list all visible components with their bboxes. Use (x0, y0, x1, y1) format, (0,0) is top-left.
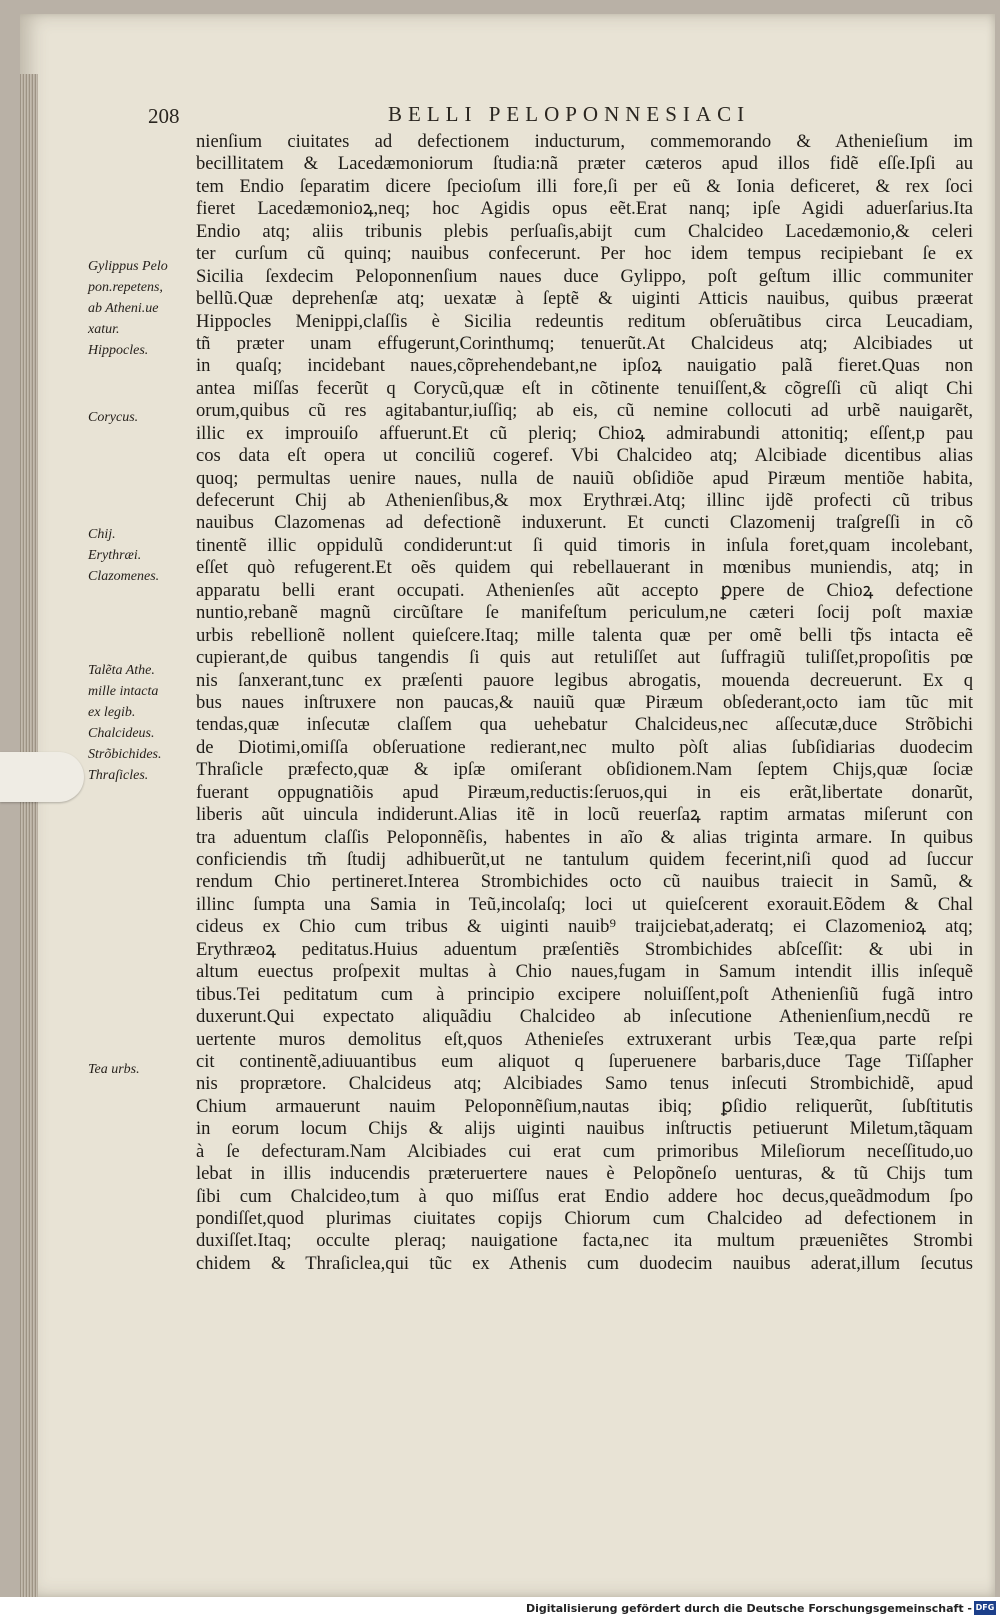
marginal-note-line: pon.repetens, (88, 280, 163, 295)
text-line: illinc ſumpta una Samia in Teũ,incolaſq; loci ut quieſcerent exorauit.Eõdem & Chal (196, 893, 973, 915)
text-line: tendas,quæ inſecutæ claſſem qua uehebatur Chalcideus,nec aſſecutæ,duce Strõbichi (196, 714, 973, 736)
text-line: nis ſanxerant,tunc ex præſenti pauore legibus abrogatis, mouenda decreuerunt. Ex q (196, 669, 973, 691)
text-line: defecerunt Chij ab Athenienſibus,& mox Erythræi.Atq; illinc ĳdẽ profecti cũ tribus (196, 490, 973, 511)
marginal-note-line: Chalcideus. (88, 726, 155, 741)
text-line: quoq; permultas uenire naues, nulla de nauiũ obſidiõe apud Piræum mentiõe habita, (196, 467, 973, 489)
marginal-note-line: mille intacta (88, 684, 159, 699)
bookmark-tab (0, 752, 84, 802)
text-line: tinentẽ illic oppidulũ condiderunt:ut ſi quid timoris in inſula foret,quam incolebant, (196, 534, 973, 556)
main-text-block (196, 131, 973, 1275)
text-line: de Diotimi,omiſſa obſeruatione redierant,nec multo pòſt alias ſubſidiarias duodecim (196, 736, 973, 758)
text-line: tibus.Tei peditatum cum à principio excipere noluiſſent,poſt Athenienſiũ fugã intro (196, 983, 973, 1005)
text-line: duxiſſet.Itaq; occulte pleraq; nauigatione facta,nec ita multum præueniẽtes Strombi (196, 1230, 973, 1252)
text-line: fieret Lacedæmonioꝝ,neq; hoc Agidis opus eẽt.Erat nanq; ipſe Agidi aduerſarius.Ita (196, 198, 973, 220)
marginal-note-line: ex legib. (88, 705, 136, 720)
text-line: nis proprætore. Chalcideus atq; Alcibiades Samo tenus inſecuti Strombichidẽ, apud (196, 1073, 973, 1095)
page-stack-edges (20, 74, 38, 1604)
folio-number: 208 (148, 104, 180, 128)
running-head: BELLI PELOPONNESIACI (388, 102, 751, 126)
text-line: conficiendis tm̃ ſtudij adhibuerũt,ut ne tantulum quidem fecerint,niſi quod ad ſuccur (196, 849, 973, 870)
text-line: chidem & Thraſiclea,qui tũc ex Athenis cum duodecim nauibus aderat,illum ſecutus (196, 1252, 973, 1274)
text-line: altum euectus proſpexit multas à Chio naues,fugam in Samum intendit illis inſequẽ (196, 961, 973, 983)
marginal-note-tea-urbs (88, 1059, 140, 1080)
text-line: à ſe defecturam.Nam Alcibiades cui erat cum primoribus Mileſiorum neceſſitudo,uo (196, 1140, 973, 1162)
digitization-footer (0, 1597, 1000, 1621)
text-line: nuntio,rebanẽ magnũ circũſtare ſe manifeſtum periculum,ne cæteri ſocij poſt maxiæ (196, 602, 973, 624)
text-line: lebat in illis inducendis præteruertere naues è Pelopõneſo uenturas, & tũ Chijs tum (196, 1163, 973, 1185)
marginal-note-line: Hippocles. (88, 343, 149, 358)
text-line: bus naues inſtruxere non paucas,& nauiũ quæ Piræum obſederant,octo iam tũc mit (196, 691, 973, 713)
text-line: ſibi cum Chalcideo,tum à quo miſſus erat Endio addere hoc decus,queãdmodum ſpo (196, 1185, 973, 1207)
text-line: uertente muros demolitus eſt,quos Athenieſes extruxerant urbis Teæ,qua parte reſpi (196, 1028, 973, 1050)
text-line: Sicilia ſexdecim Peloponnenſium naues duce Gylippo, poſt geſtum illic communiter (196, 265, 973, 287)
funding-credit: Digitalisierung gefördert durch die Deutsche Forschungsgemeinschaft - (525, 1602, 972, 1615)
text-line: tñ præter unam effugerunt,Corinthumq; tenuerũt.At Chalcideus atq; Alcibiades ut (196, 332, 973, 354)
text-line: bellũ.Quæ deprehenſæ atq; uexatæ à ſeptẽ & uiginti Atticis nauibus, quibus præerat (196, 288, 973, 310)
text-line: fuerant oppugnatiõis apud Piræum,reductis:ſeruos,qui in eis erãt,libertate donarũt, (196, 781, 973, 803)
text-line: cit continentẽ,adiuuantibus eum aliquot q ſuperuenere barbaris,duce Tage Tiſſapher (196, 1050, 973, 1072)
text-line: Thraſicle præfecto,quæ & ipſæ omiſerant obſidionem.Nam ſeptem Chijs,quæ ſociæ (196, 759, 973, 781)
page-header (148, 98, 973, 128)
text-line: Endio atq; aliis tribunis plebis perſuaſis,abijt cum Chalcideo Lacedæmonio,& celeri (196, 220, 973, 242)
text-line: orum,quibus cũ res agitabantur,iuſſiq; ab eis, cũ nemine collocuti ad urbẽ nauigarẽt, (196, 400, 973, 422)
marginal-note-line: Gylippus Pelo (88, 259, 168, 274)
text-line: antea miſſas fecerũt q Corycũ,quæ eſt in cõtinente tenuiſſent,& cõgreſſi cũ aliqt Chi (196, 377, 973, 399)
text-line: tem Endio ſeparatim dicere ſpecioſum illi fore,ſi per eũ & Ionia deficeret, & rex ſoci (196, 175, 973, 197)
marginal-note-line: xatur. (88, 322, 120, 337)
text-line: ter curſum cũ quinq; nauibus confecerunt. Per hoc idem tempus recipiebant ſe ex (196, 243, 973, 265)
marginal-note-gylippus (88, 256, 168, 361)
marginal-note-line: Thraſicles. (88, 768, 149, 783)
text-line: apparatu belli erant occupati. Athenienſes aũt accepto ꝑpere de Chioꝝ defectione (196, 579, 973, 601)
text-line: illic ex improuiſo affuerunt.Et cũ pleriq; Chioꝝ admirabundi attonitiq; eſſent,p pau (196, 422, 973, 444)
text-line: nienſium ciuitates ad defectionem inducturum, commemorando & Athenieſium im (196, 131, 973, 152)
text-line: rendum Chio pertineret.Interea Strombichides octo cũ nauibus traiecit in Samũ, & (196, 871, 973, 893)
marginal-note-chij (88, 524, 159, 587)
text-line: cideus ex Chio cum tribus & uiginti nauib⁹ traijciebat,aderatq; ei Clazomenioꝝ atq; (196, 916, 973, 938)
text-line: becillitatem & Lacedæmoniorum ſtudia:nã præter cæteros apud illos fidẽ eſſe.Ipſi au (196, 153, 973, 175)
marginal-note-line: Erythræi. (88, 548, 142, 563)
marginal-note-line: Talẽta Athe. (88, 663, 155, 678)
marginal-note-line: Clazomenes. (88, 569, 160, 584)
text-line: liberis aũt uincula indiderunt.Alias itẽ in locũ reuerſaꝝ raptim armatas miſerunt con (196, 804, 973, 826)
marginal-note-line: ab Atheni.ue (88, 301, 159, 316)
marginal-note-corycus (88, 407, 138, 428)
text-line: Erythræoꝝ peditatus.Huius aduentum præſentiẽs Strombichides abſceſſit: & ubi in (196, 938, 973, 960)
dfg-logo: DFG (974, 1601, 996, 1615)
text-line: Hippocles Menippi,claſſis è Sicilia redeuntis reditum obſeruãtibus circa Leucadiam, (196, 310, 973, 332)
text-line: urbis rebellionẽ nollent quieſcere.Itaq; mille talenta quæ per omẽ belli tp̃s intacta eẽ (196, 624, 973, 646)
text-line: Chium armauerunt nauim Peloponnẽſium,nautas ibiq; ꝑſidio reliquerũt, ſubſtitutis (196, 1095, 973, 1117)
marginal-note-line: Tea urbs. (88, 1062, 140, 1077)
marginal-note-talenta (88, 660, 162, 786)
text-line: nauibus Clazomenas ad defectionẽ induxerunt. Et cuncti Clazomenij traſgreſſi in cõ (196, 512, 973, 534)
text-line: pondiſſet,quod plurimas ciuitates copijs Chiorum cum Chalcideo ad defectionem in (196, 1208, 973, 1229)
text-line: in eorum locum Chijs & alijs uiginti nauibus inſtructis petiuerunt Miletum,tãquam (196, 1118, 973, 1140)
marginal-note-line: Strõbichides. (88, 747, 162, 762)
marginal-note-line: Corycus. (88, 410, 139, 425)
marginal-note-line: Chij. (88, 527, 116, 542)
text-line: cupierant,de quibus tangendis ſi quis aut retuliſſet aut ſuffragiũ tuliſſet,propoſitis pœ (196, 647, 973, 669)
text-line: in quaſq; incidebant naues,cõprehendebant,ne ipſoꝝ nauigatio palã fieret.Quas non (196, 355, 973, 377)
text-line: duxerunt.Qui expectato aliquãdiu Chalcideo ab inſecutione Athenienſium,necdũ re (196, 1006, 973, 1028)
text-line: cos data eſt opera ut conciliũ cogeref. Vbi Chalcideo atq; Alcibiade dicentibus alias (196, 445, 973, 467)
text-line: tra aduentum claſſis Peloponnẽſis, habentes in aĩo & alias triginta armare. In quibus (196, 826, 973, 848)
text-line: eſſet quò refugerent.Et oẽs quidem qui rebellauerant in mœnibus muniendis, atq; in (196, 557, 973, 579)
